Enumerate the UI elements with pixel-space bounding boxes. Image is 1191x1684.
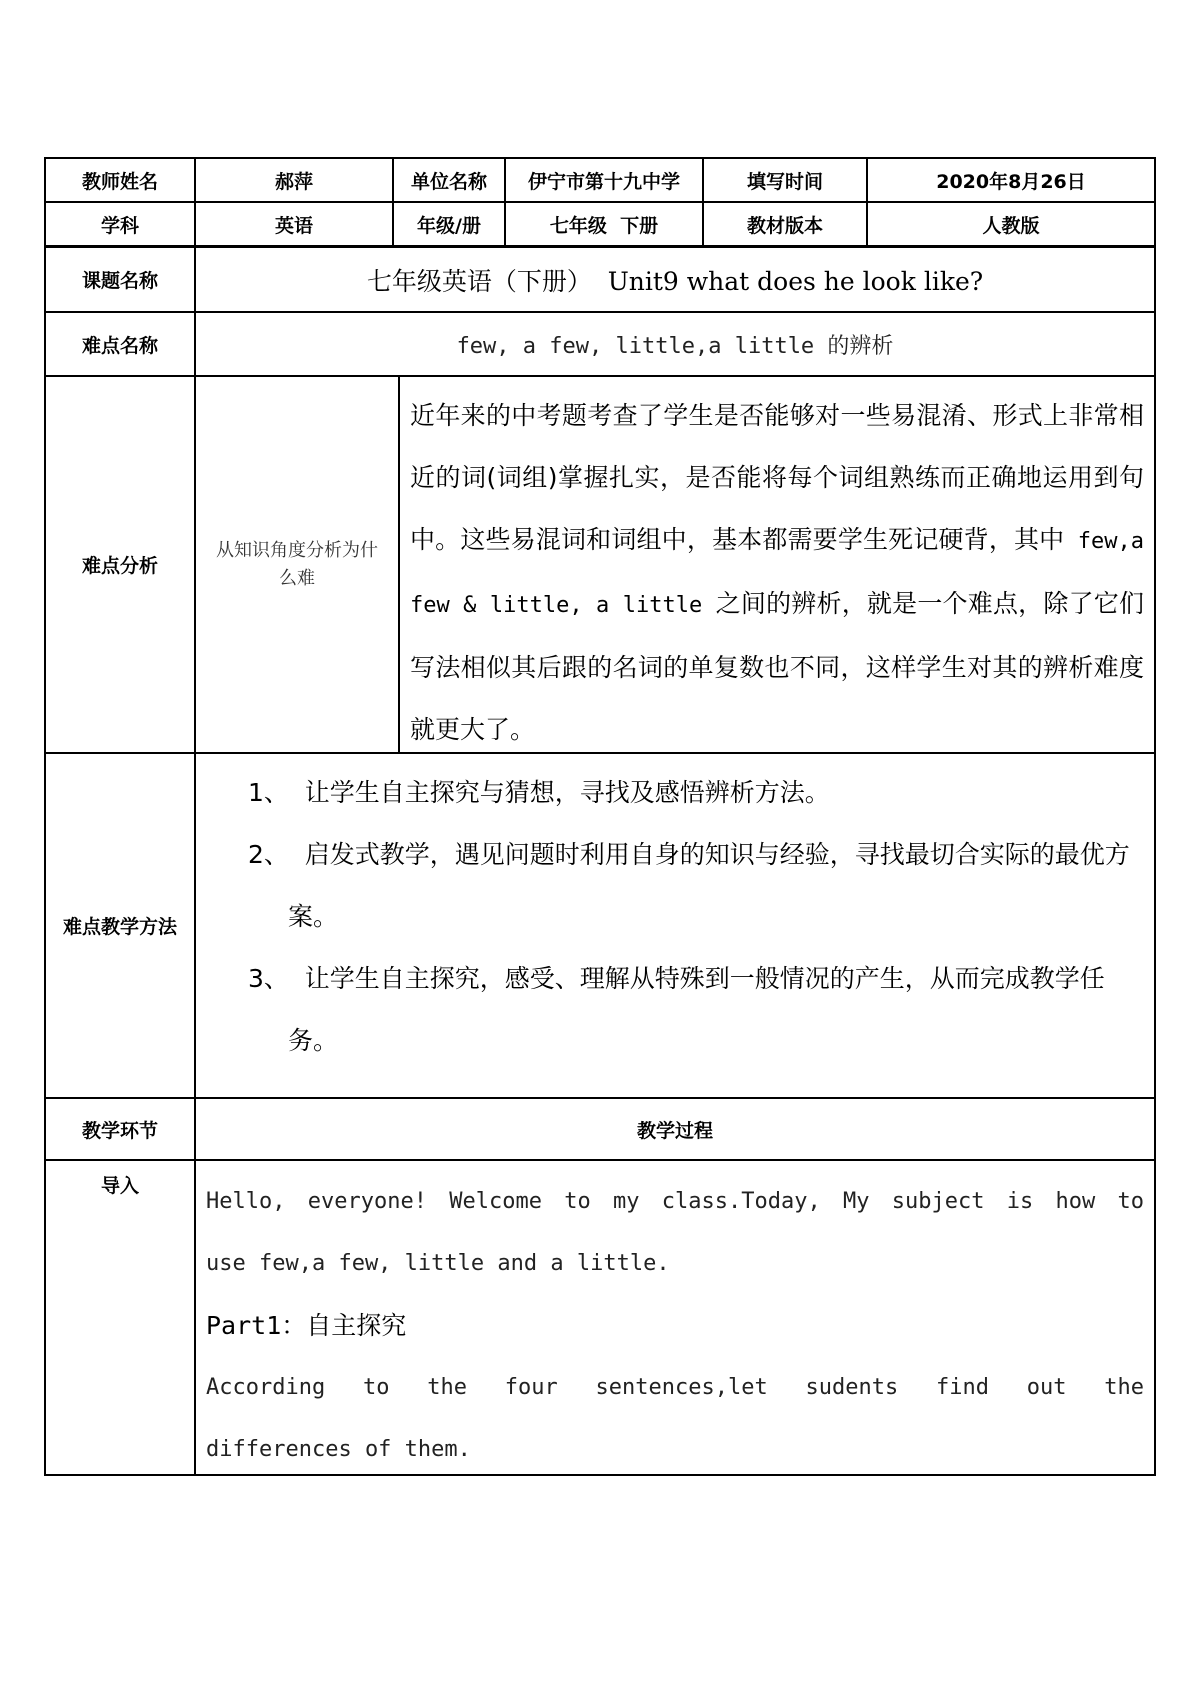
intro-text-line: differences of them. — [206, 1437, 471, 1462]
info-row-2 — [46, 203, 1156, 247]
intro-text-line: According to the four sentences,let sudents find out the — [206, 1375, 1144, 1400]
difficulty-value: few, a few, little,a little 的辨析 — [196, 313, 1156, 375]
unit-name-label: 单位名称 — [394, 159, 506, 201]
fill-date-value: 2020年8月26日 — [868, 159, 1156, 201]
topic-label: 课题名称 — [46, 248, 196, 311]
grade-label: 年级/册 — [394, 203, 506, 245]
grade-value: 七年级 下册 — [506, 203, 704, 245]
teacher-name-value: 郝萍 — [196, 159, 394, 201]
part-title: Part1：自主探究 — [206, 1311, 407, 1340]
analysis-row — [46, 377, 1156, 754]
method-item: 2、 启发式教学，遇见问题时利用自身的知识与经验，寻找最切合实际的最优方案。 — [248, 840, 1130, 931]
analysis-sub-label: 从知识角度分析为什么难 — [196, 377, 400, 752]
intro-text-line: use few,a few, little and a little. — [206, 1251, 670, 1276]
edition-value: 人教版 — [868, 203, 1156, 245]
analysis-text — [400, 377, 1156, 752]
method-list — [196, 754, 1156, 1097]
unit-name-value: 伊宁市第十九中学 — [506, 159, 704, 201]
intro-label: 导入 — [46, 1161, 196, 1474]
method-row — [46, 754, 1156, 1099]
topic-value: 七年级英语（下册） Unit9 what does he look like? — [196, 248, 1156, 311]
intro-content — [196, 1161, 1156, 1474]
method-item: 3、 让学生自主探究，感受、理解从特殊到一般情况的产生，从而完成教学任务。 — [248, 964, 1105, 1055]
method-item: 1、 让学生自主探究与猜想，寻找及感悟辨析方法。 — [248, 778, 830, 807]
difficulty-row — [46, 313, 1156, 377]
analysis-text-before: 近年来的中考题考查了学生是否能够对一些易混淆、形式上非常相近的词(词组)掌握扎实，是否能将每个词组熟练而正确地运用到句中。这些易混词和词组中，基本都需要学生死记硬背，其中 — [410, 401, 1144, 554]
process-header: 教学过程 — [196, 1099, 1156, 1159]
method-label: 难点教学方法 — [46, 754, 196, 1097]
process-header-row — [46, 1099, 1156, 1161]
intro-text-line: Hello, everyone! Welcome to my class.Today, My subject is how to — [206, 1189, 1144, 1214]
topic-row — [46, 247, 1156, 313]
info-row-1 — [46, 159, 1156, 203]
difficulty-label: 难点名称 — [46, 313, 196, 375]
subject-label: 学科 — [46, 203, 196, 245]
teacher-name-label: 教师姓名 — [46, 159, 196, 201]
lesson-plan-table — [44, 157, 1156, 1476]
analysis-label: 难点分析 — [46, 377, 196, 752]
analysis-text-latin: few,a few & little, a little — [410, 529, 1144, 618]
analysis-text-after: 之间的辨析，就是一个难点，除了它们写法相似其后跟的名词的单复数也不同，这样学生对其的辨析难度就更大了。 — [410, 589, 1144, 744]
edition-label: 教材版本 — [704, 203, 868, 245]
subject-value: 英语 — [196, 203, 394, 245]
stage-header: 教学环节 — [46, 1099, 196, 1159]
fill-date-label: 填写时间 — [704, 159, 868, 201]
intro-row — [46, 1161, 1156, 1476]
